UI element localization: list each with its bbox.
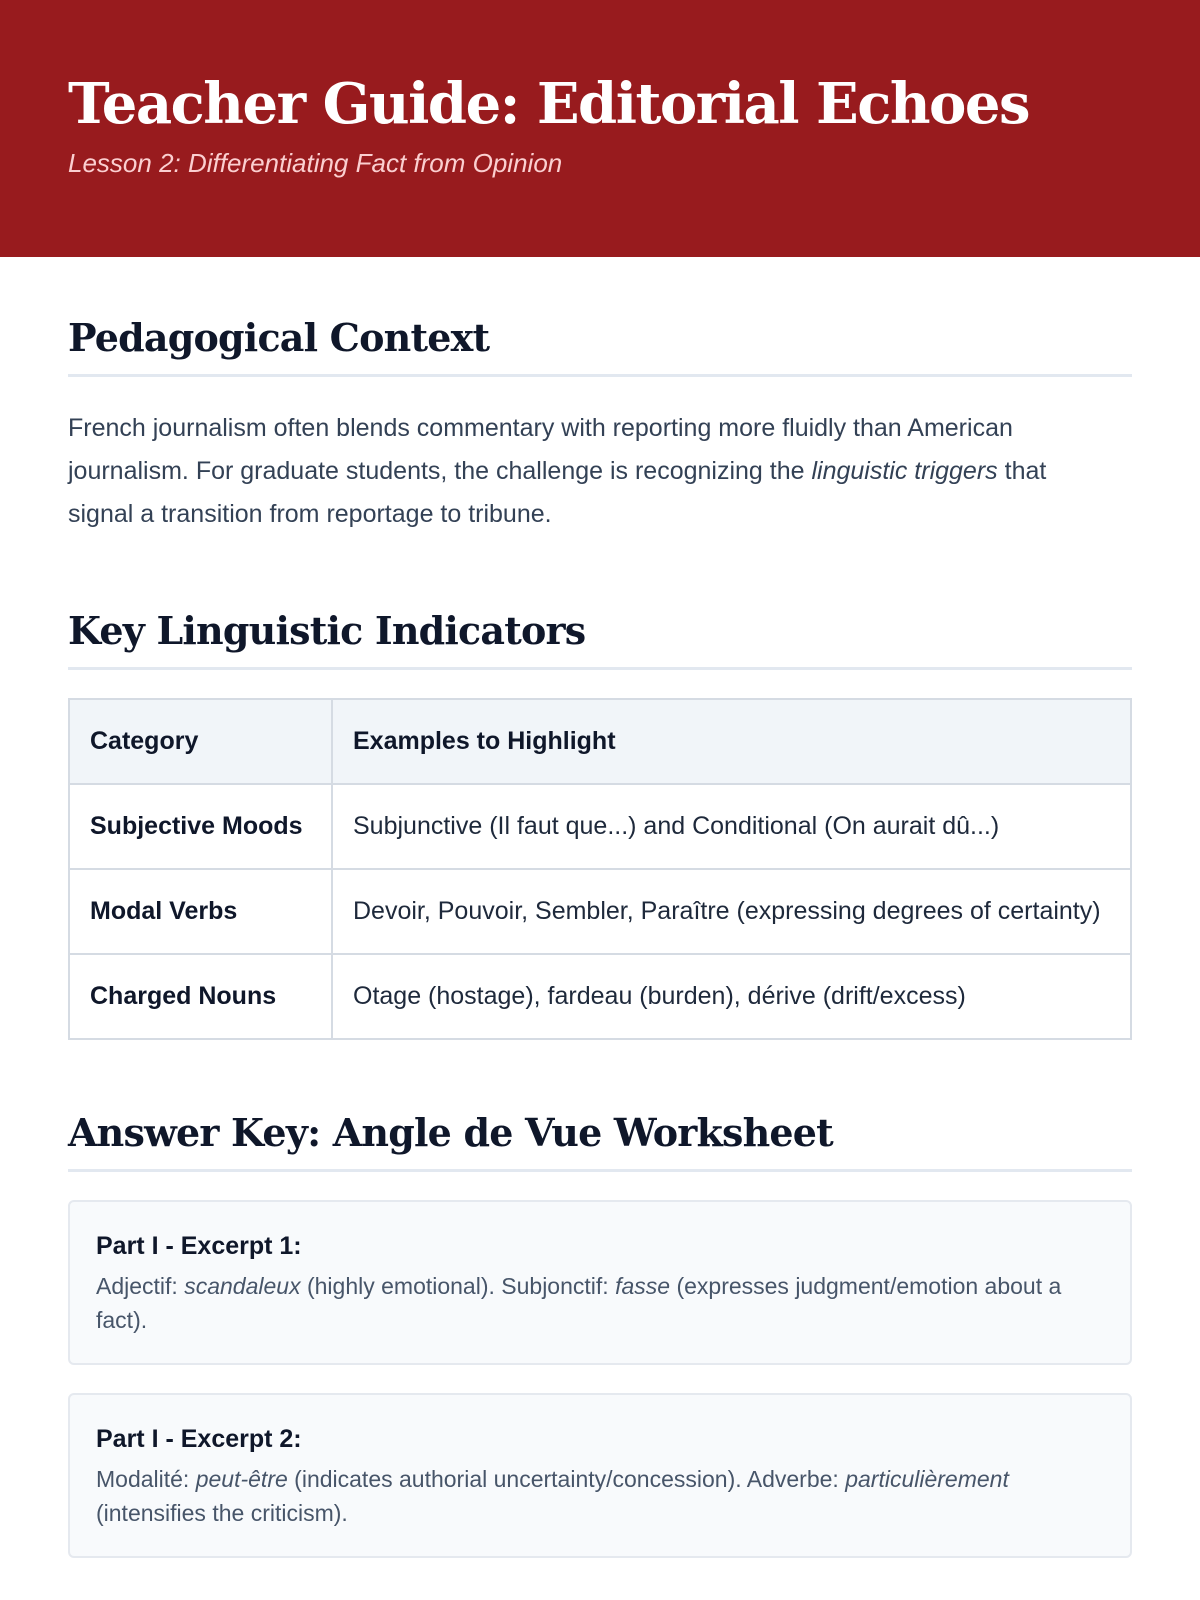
main-content [0,315,1200,1558]
answer-card-body [96,1462,1104,1530]
answer-card-body [96,1269,1104,1337]
section-title-answer-key: Answer Key: Angle de Vue Worksheet [68,1110,1132,1172]
page-title: Teacher Guide: Editorial Echoes [68,71,1030,137]
section-title-context: Pedagogical Context [68,315,1132,377]
answer-term: particulièrement [845,1466,1009,1492]
answer-term: fasse [615,1273,671,1299]
examples-cell: Subjunctive (Il faut que...) and Conditional (On aurait dû...) [332,784,1131,869]
context-text-start: French journalism often blends commentary with reporting more fluidly than American journalism. For graduate students, the challenge is recognizing the [68,414,1013,485]
answer-card-title: Part I - Excerpt 2: [96,1425,302,1453]
pedagogical-context-section [68,315,1132,536]
answer-key-section [68,1110,1132,1558]
table-row [69,869,1131,954]
context-text-end: that signal a transition from reportage to tribune. [68,457,1047,528]
indicators-table [68,698,1132,1040]
context-emphasis: linguistic triggers [811,457,998,485]
section-title-indicators: Key Linguistic Indicators [68,608,1132,670]
column-header-category: Category [69,699,332,784]
category-cell: Modal Verbs [69,869,332,954]
category-cell: Subjective Moods [69,784,332,869]
answer-text: (intensifies the criticism). [96,1500,348,1526]
column-header-examples: Examples to Highlight [332,699,1131,784]
examples-cell: Otage (hostage), fardeau (burden), dérive (drift/excess) [332,954,1131,1039]
context-paragraph [68,407,1048,536]
answer-card-excerpt-2 [68,1393,1132,1558]
answer-text: (highly emotional). Subjonctif: [300,1273,616,1299]
table-header-row [69,699,1131,784]
answer-card-title: Part I - Excerpt 1: [96,1232,302,1260]
linguistic-indicators-section [68,608,1132,1040]
answer-text: (indicates authorial uncertainty/concession). Adverbe: [287,1466,846,1492]
table-row [69,784,1131,869]
answer-term: scandaleux [184,1273,301,1299]
table-row [69,954,1131,1039]
page-subtitle: Lesson 2: Differentiating Fact from Opinion [68,148,563,178]
answer-card-excerpt-1 [68,1200,1132,1365]
answer-text: Adjectif: [96,1273,185,1299]
answer-text: (expresses judgment/emotion about a fact). [96,1273,1062,1333]
category-cell: Charged Nouns [69,954,332,1039]
answer-term: peut-être [195,1466,288,1492]
answer-text: Modalité: [96,1466,196,1492]
page-header [0,0,1200,257]
examples-cell: Devoir, Pouvoir, Sembler, Paraître (expressing degrees of certainty) [332,869,1131,954]
